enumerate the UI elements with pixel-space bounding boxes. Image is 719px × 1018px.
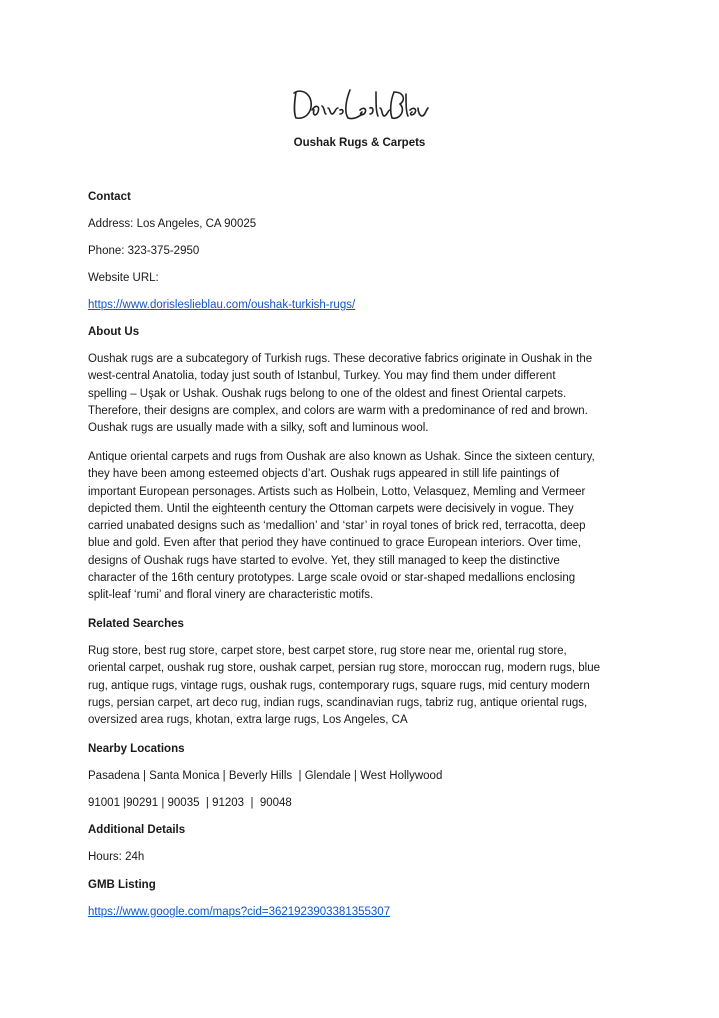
website-link-row bbox=[88, 297, 633, 314]
signature-logo bbox=[290, 84, 432, 124]
about-paragraph-2 bbox=[88, 449, 633, 605]
nearby-zips: 91001 |90291 | 90035 | 91203 | 90048 bbox=[88, 797, 292, 809]
text-line: rug, antique rugs, vintage rugs, oushak rugs, contemporary rugs, square rugs, mid century modern bbox=[88, 679, 590, 692]
nearby-cities: Pasadena | Santa Monica | Beverly Hills | Glendale | West Hollywood bbox=[88, 770, 443, 782]
text-line: oriental carpet, oushak rug store, oushak carpet, persian rug store, moroccan rug, modern rugs, blue bbox=[88, 662, 601, 675]
phone-line: Phone: 323-375-2950 bbox=[88, 245, 200, 257]
text-line: spelling – Uşak or Ushak. Oushak rugs belong to one of the oldest and finest Oriental carpets. bbox=[88, 387, 567, 400]
related-searches-text bbox=[88, 643, 633, 729]
text-line: carried unabated designs such as ‘medallion’ and ‘star’ in royal tones of brick red, terracotta, deep bbox=[88, 520, 586, 533]
text-line: west-central Anatolia, today just south of Istanbul, Turkey. You may find them under different bbox=[88, 370, 556, 383]
additional-details-heading: Additional Details bbox=[88, 824, 186, 836]
related-searches-heading: Related Searches bbox=[88, 618, 184, 630]
about-heading: About Us bbox=[88, 326, 140, 338]
text-line: Oushak rugs are a subcategory of Turkish rugs. These decorative fabrics originate in Oushak in the bbox=[88, 353, 593, 365]
address-line: Address: Los Angeles, CA 90025 bbox=[88, 218, 257, 230]
nearby-locations-heading: Nearby Locations bbox=[88, 743, 185, 755]
website-label: Website URL: bbox=[88, 272, 159, 284]
text-line: Therefore, their designs are complex, and colors are warm with a predominance of red and brown. bbox=[88, 404, 588, 417]
text-line: important European personages. Artists such as Holbein, Lotto, Velasquez, Memling and Vermeer bbox=[88, 485, 586, 498]
website-link[interactable]: https://www.dorisleslieblau.com/oushak-turkish-rugs/ bbox=[88, 299, 356, 311]
gmb-link[interactable]: https://www.google.com/maps?cid=3621923903381355307 bbox=[88, 906, 391, 918]
about-paragraph-1 bbox=[88, 351, 633, 437]
contact-heading: Contact bbox=[88, 191, 131, 203]
text-line: Oushak rugs are usually made with a silky, soft and luminous wool. bbox=[88, 422, 429, 435]
text-line: blue and gold. Even after that period they have continued to grace European interiors. Over time, bbox=[88, 537, 581, 550]
text-line: Antique oriental carpets and rugs from Oushak are also known as Ushak. Since the sixteen century, bbox=[88, 451, 595, 463]
text-line: oversized area rugs, khotan, extra large rugs, Los Angeles, CA bbox=[88, 714, 408, 727]
gmb-listing-heading: GMB Listing bbox=[88, 879, 156, 891]
text-line: split-leaf ‘rumi’ and floral vinery are characteristic motifs. bbox=[88, 589, 374, 602]
text-line: rugs, persian carpet, art deco rug, indian rugs, scandinavian rugs, tabriz rug, antique oriental rugs, bbox=[88, 696, 588, 709]
text-line: Rug store, best rug store, carpet store, best carpet store, rug store near me, oriental rug store, bbox=[88, 645, 567, 657]
text-line: depicted them. Until the eighteenth century the Ottoman carpets were decisively in vogue. They bbox=[88, 502, 574, 515]
text-line: designs of Oushak rugs have started to evolve. Yet, they still managed to keep the distinctive bbox=[88, 554, 560, 567]
hours-line: Hours: 24h bbox=[88, 851, 145, 863]
gmb-link-row bbox=[88, 904, 633, 921]
text-line: they have been among esteemed objects d’art. Oushak rugs appeared in still life paintings of bbox=[88, 468, 560, 481]
document-title: Oushak Rugs & Carpets bbox=[293, 137, 426, 149]
text-line: character of the 16th century prototypes. Large scale ovoid or star-shaped medallions enclosing bbox=[88, 572, 576, 585]
